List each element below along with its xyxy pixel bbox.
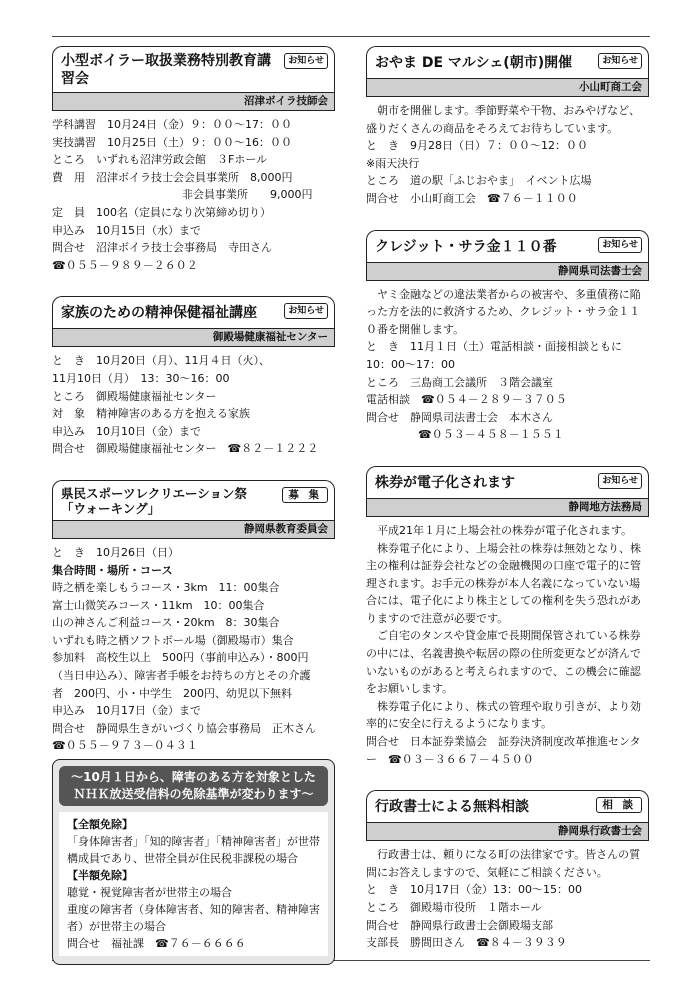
text-line: 実技講習 10月25日（土）９：００～16：００ bbox=[52, 135, 292, 149]
notice-heading: ＮＨＫ放送受信料の免除基準が変わります～ bbox=[73, 787, 314, 802]
notice-tag: お知らせ bbox=[598, 53, 642, 69]
section-title: 行政書士による無料相談 bbox=[375, 799, 529, 816]
marche-section bbox=[366, 46, 649, 208]
consult-tag: 相 談 bbox=[596, 797, 642, 813]
text-line: 定 員 100名（定員になり次第締め切り） bbox=[52, 205, 271, 219]
text-line: 山の神さんご利益コース・20km 8：30集合 bbox=[52, 616, 280, 630]
organizer: 沼津ボイラ技師会 bbox=[52, 92, 335, 111]
organizer: 静岡地方法務局 bbox=[366, 498, 649, 517]
text-line: 問合せ 沼津ボイラ技士会事務局 寺田さん bbox=[52, 241, 272, 255]
boiler-training-section bbox=[52, 46, 335, 274]
phone-number: ☎０５５－９７３－０４３１ bbox=[52, 739, 198, 753]
section-subtitle: 「ウォーキング」 bbox=[61, 500, 161, 516]
paragraph: 平成21年１月に上場会社の株券が電子化されます。 bbox=[377, 523, 633, 537]
paragraph: 行政書士は、頼りになる町の法律家です。皆さんの質問にお答えしますので、気軽にご相談ください。 bbox=[366, 848, 641, 879]
notice-subheading: 【半額免除】 bbox=[67, 869, 133, 883]
text-line: 者 200円、小・中学生 200円、幼児以下無料 bbox=[52, 686, 292, 700]
text-line: 問合せ 小山町商工会 ☎７６－１１００ bbox=[366, 191, 578, 205]
notice-text: 聴覚・視覚障害者が世帯主の場合 bbox=[67, 886, 232, 900]
phone-number: ☎０５５－９８９－２６０２ bbox=[52, 258, 198, 272]
section-title: おやま DE マルシェ(朝市)開催 bbox=[375, 55, 573, 71]
walking-event-section bbox=[52, 480, 335, 755]
text-line: 10：00～17：00 bbox=[366, 357, 455, 371]
gyoseishoshi-consult-section bbox=[366, 790, 649, 952]
text-line: 11月10日（月） 13：30～16：00 bbox=[52, 371, 230, 385]
paragraph: ご自宅のタンスや貸金庫で長期間保管されている株券の中には、名義書換や転居の際の住所変更などが済んでいないものがあると考えられますので、この機会に確認をお願いします。 bbox=[366, 629, 641, 696]
top-rule bbox=[52, 36, 650, 37]
text-line: ところ 三島商工会議所 ３階会議室 bbox=[366, 375, 553, 389]
organizer: 小山町商工会 bbox=[366, 78, 649, 97]
left-column bbox=[52, 46, 335, 965]
organizer: 静岡県司法書士会 bbox=[366, 262, 649, 281]
text-line: 対 象 精神障害のある方を抱える家族 bbox=[52, 407, 250, 421]
text-line: 申込み 10月17日（金）まで bbox=[52, 704, 201, 718]
paragraph: 株券電子化により、株式の管理や取り引きが、より効率的に安全に行えるようになります。 bbox=[366, 699, 641, 731]
text-line: 問合せ 静岡県生きがいづくり協会事務局 正木さん bbox=[52, 721, 316, 735]
notice-tag: お知らせ bbox=[598, 473, 642, 489]
text-line: と き 10月17日（金）13：00～15：00 bbox=[366, 883, 582, 897]
organizer: 御殿場健康福祉センター bbox=[52, 328, 335, 347]
nhk-fee-notice bbox=[52, 759, 335, 965]
text-line: 申込み 10月15日（水）まで bbox=[52, 223, 201, 237]
text-line: 費 用 沼津ボイラ技士会会員事業所 8,000円 bbox=[52, 170, 293, 184]
stock-digitization-section bbox=[366, 466, 649, 768]
text-line: 集合時間・場所・コース bbox=[52, 563, 173, 577]
text-line: 時之栖を楽しもうコース・3km 11：00集合 bbox=[52, 581, 280, 595]
notice-heading: ～10月１日から、障害のある方を対象とした bbox=[71, 770, 316, 785]
text-line: （当日申込み）、障害者手帳をお持ちの方とその介護 bbox=[52, 669, 311, 683]
paragraph: ヤミ金融などの違法業者からの被害や、多重債務に陥った方を法的に救済するため、クレジット・サラ金１１０番を開催します。 bbox=[366, 287, 641, 336]
organizer: 静岡県行政書士会 bbox=[366, 822, 649, 841]
section-title: 株券が電子化されます bbox=[375, 474, 515, 491]
text-line: 問合せ 日本証券業協会 証券決済制度改革推進センター ☎０３－３６６７－４５００ bbox=[366, 735, 641, 766]
section-title: 小型ボイラー取扱業務特別教育講習会 bbox=[61, 53, 271, 87]
paragraph: 株券電子化により、上場会社の株券は無効となり、株主の権利は証券会社などの金融機関の口座で電子的に管理されます。お手元の株券が本人名義になっていない場合には、電子化により株主としての権利を失う恐れがありますので注意が必要です。 bbox=[366, 541, 641, 625]
text-line: ところ いずれも沼津労政会館 ３Fホール bbox=[52, 153, 268, 167]
paragraph: 朝市を開催します。季節野菜や干物、おみやげなど、盛りだくさんの商品をそろえてお待ちしています。 bbox=[366, 104, 641, 135]
text-line: と き 10月26日（日） bbox=[52, 545, 179, 559]
text-line: 問合せ 静岡県行政書士会御殿場支部 bbox=[366, 918, 553, 932]
section-title: 県民スポーツレクリエーション祭 bbox=[61, 485, 248, 501]
notice-text: 重度の障害者（身体障害者、知的障害者、精神障害者）が世帯主の場合 bbox=[67, 903, 320, 934]
text-line: と き 10月20日（月）、11月４日（火）、 bbox=[52, 354, 270, 368]
text-line: 申込み 10月10日（金）まで bbox=[52, 424, 201, 438]
text-line: 富士山微笑みコース・11km 10：00集合 bbox=[52, 598, 265, 612]
notice-subheading: 【全額免除】 bbox=[67, 818, 133, 832]
credit-hotline-section bbox=[366, 230, 649, 444]
text-line: ところ 御殿場健康福祉センター bbox=[52, 389, 217, 403]
right-column bbox=[366, 46, 649, 974]
mental-health-course-section bbox=[52, 296, 335, 458]
text-line: 非会員事業所 9,000円 bbox=[182, 188, 313, 202]
text-line: ※雨天決行 bbox=[366, 156, 420, 170]
text-line: ところ 道の駅「ふじおやま」 イベント広場 bbox=[366, 174, 592, 188]
text-line: 問合せ 静岡県司法書士会 本木さん bbox=[366, 410, 553, 424]
text-line: 電話相談 ☎０５４－２８９－３７０５ bbox=[366, 393, 567, 407]
text-line: 参加料 高校生以上 500円（事前申込み）・800円 bbox=[52, 651, 309, 665]
section-title: 家族のための精神保健福祉講座 bbox=[61, 305, 257, 322]
notice-tag: お知らせ bbox=[284, 303, 328, 319]
notice-contact: 問合せ 福祉課 ☎７６－６６６６ bbox=[67, 937, 246, 951]
recruit-tag: 募 集 bbox=[282, 487, 328, 503]
text-line: 支部長 勝間田さん ☎８４－３９３９ bbox=[366, 936, 567, 950]
organizer: 静岡県教育委員会 bbox=[52, 520, 335, 539]
notice-text: 「身体障害者」「知的障害者」「精神障害者」が世帯構成員であり、世帯全員が住民税非課税の場合 bbox=[67, 835, 320, 866]
text-line: と き 9月28日（日）７：００～12：００ bbox=[366, 139, 588, 153]
phone-number: ☎０５３－４５８－１５５１ bbox=[418, 428, 564, 442]
text-line: ところ 御殿場市役所 １階ホール bbox=[366, 901, 542, 914]
text-line: 問合せ 御殿場健康福祉センター ☎８２－１２２２ bbox=[52, 442, 319, 456]
section-title: クレジット・サラ金１１０番 bbox=[375, 238, 557, 255]
notice-tag: お知らせ bbox=[284, 53, 328, 69]
text-line: いずれも時之栖ソフトボール場（御殿場市）集合 bbox=[52, 633, 294, 647]
notice-tag: お知らせ bbox=[598, 237, 642, 253]
text-line: と き 11月１日（土）電話相談・面接相談ともに bbox=[366, 340, 622, 354]
text-line: 学科講習 10月24日（金）９：００～17：００ bbox=[52, 118, 292, 131]
